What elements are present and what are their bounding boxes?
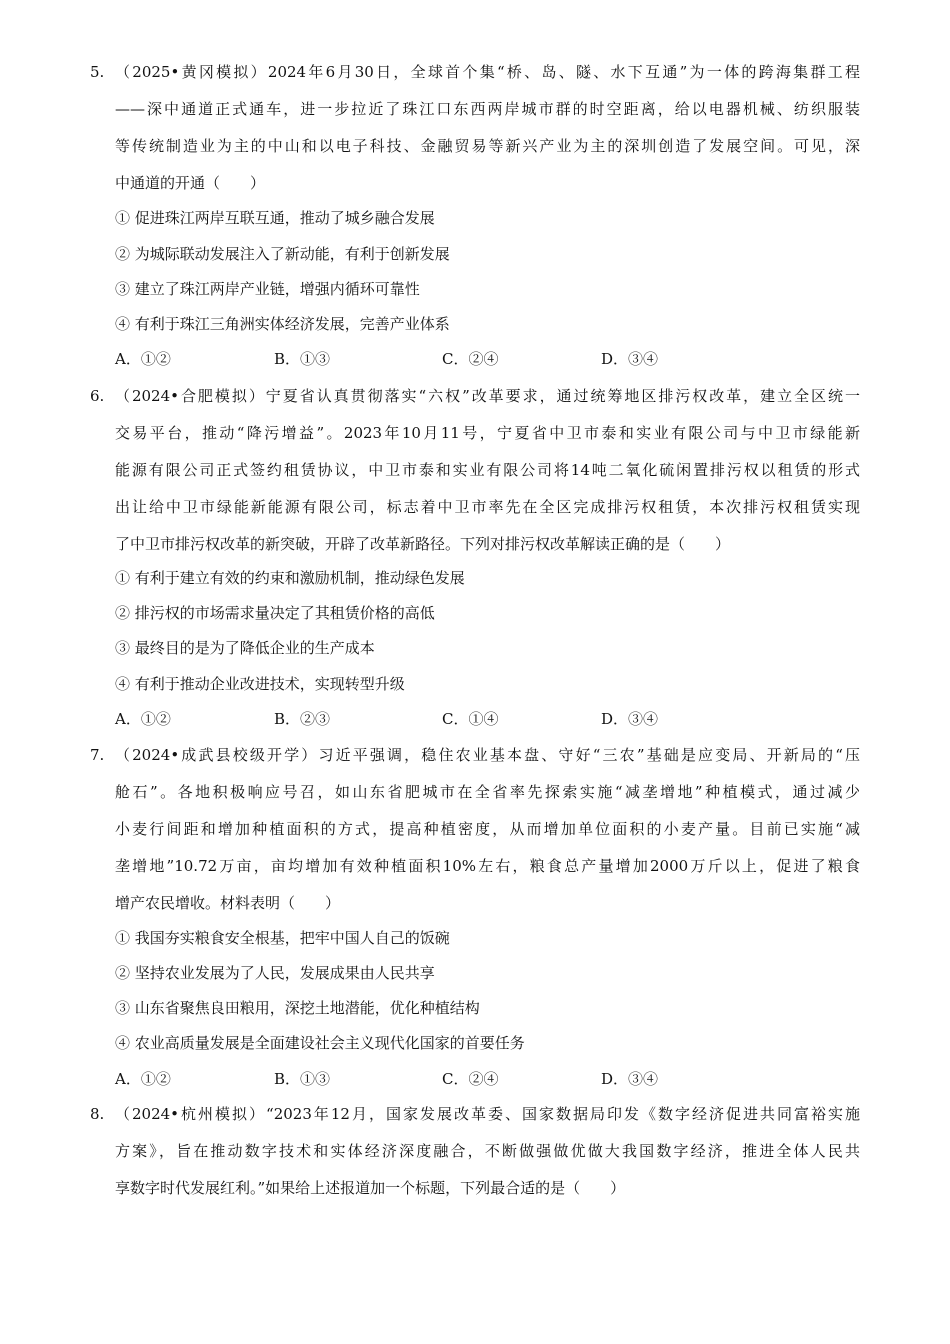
option-b[interactable]: B．①③ — [274, 1070, 331, 1088]
option-d[interactable]: D．③④ — [601, 710, 659, 728]
question-text-line: 享数字时代发展红利。”如果给上述报道加一个标题，下列最合适的是（ ） — [115, 1179, 626, 1197]
question-text-line: （2024•合肥模拟）宁夏省认真贯彻落实“六权”改革要求，通过统筹地区排污权改革，建立全区统一 — [115, 387, 860, 405]
question-text-line: 交易平台，推动“降污增益”。2023年10月11号，宁夏省中卫市泰和实业有限公司与中卫市绿能新 — [115, 424, 860, 442]
question-text-line: 垄增地”10.72万亩，亩均增加有效种植面积10%左右，粮食总产量增加2000万斤以上，促进了粮食 — [115, 857, 860, 875]
question-text-line: 中通道的开通（ ） — [115, 174, 266, 192]
option-c[interactable]: C．②④ — [442, 350, 499, 368]
question-text-line: 方案》，旨在推动数字技术和实体经济深度融合，不断做强做优做大我国数字经济，推进全体人民共 — [115, 1142, 860, 1160]
statement: ④ 有利于推动企业改进技术，实现转型升级 — [115, 675, 405, 693]
question-number: 5. — [90, 63, 105, 81]
question-text-line: 增产农民增收。材料表明（ ） — [115, 894, 341, 912]
option-d[interactable]: D．③④ — [601, 1070, 659, 1088]
question-number: 7. — [90, 746, 105, 764]
question-number: 6. — [90, 387, 105, 405]
option-a[interactable]: A．①② — [115, 350, 171, 368]
question-text-line: （2024•杭州模拟）“2023年12月，国家发展改革委、国家数据局印发《数字经济促进共同富裕实施 — [115, 1105, 860, 1123]
question-text-line: 出让给中卫市绿能新能源有限公司，标志着中卫市率先在全区完成排污权租赁，本次排污权租赁实现 — [115, 498, 860, 516]
statement: ② 坚持农业发展为了人民，发展成果由人民共享 — [115, 964, 435, 982]
question-text-line: （2024•成武县校级开学）习近平强调，稳住农业基本盘、守好“三农”基础是应变局、开新局的“压 — [115, 746, 860, 764]
statement: ① 有利于建立有效的约束和激励机制，推动绿色发展 — [115, 569, 465, 587]
option-c[interactable]: C．①④ — [442, 710, 499, 728]
statement: ④ 有利于珠江三角洲实体经济发展，完善产业体系 — [115, 315, 450, 333]
option-d[interactable]: D．③④ — [601, 350, 659, 368]
statement: ④ 农业高质量发展是全面建设社会主义现代化国家的首要任务 — [115, 1034, 525, 1052]
question-text-line: 小麦行间距和增加种植面积的方式，提高种植密度，从而增加单位面积的小麦产量。目前已实施“减 — [115, 820, 860, 838]
statement: ① 促进珠江两岸互联互通，推动了城乡融合发展 — [115, 209, 435, 227]
option-a[interactable]: A．①② — [115, 1070, 171, 1088]
option-c[interactable]: C．②④ — [442, 1070, 499, 1088]
question-number: 8. — [90, 1105, 105, 1123]
statement: ② 排污权的市场需求量决定了其租赁价格的高低 — [115, 604, 435, 622]
question-text-line: 舱石”。各地积极响应号召，如山东省肥城市在全省率先探索实施“减垄增地”种植模式，通过减少 — [115, 783, 860, 801]
statement: ③ 山东省聚焦良田粮用，深挖土地潜能，优化种植结构 — [115, 999, 480, 1017]
question-text-line: （2025•黄冈模拟）2024年6月30日，全球首个集“桥、岛、隧、水下互通”为一体的跨海集群工程 — [115, 63, 860, 81]
question-text-line: 能源有限公司正式签约租赁协议，中卫市泰和实业有限公司将14吨二氧化硫闲置排污权以租赁的形式 — [115, 461, 860, 479]
statement: ② 为城际联动发展注入了新动能，有利于创新发展 — [115, 245, 450, 263]
question-text-line: 等传统制造业为主的中山和以电子科技、金融贸易等新兴产业为主的深圳创造了发展空间。可见，深 — [115, 137, 860, 155]
statement: ① 我国夯实粮食安全根基，把牢中国人自己的饭碗 — [115, 929, 450, 947]
option-a[interactable]: A．①② — [115, 710, 171, 728]
statement: ③ 建立了珠江两岸产业链，增强内循环可靠性 — [115, 280, 420, 298]
statement: ③ 最终目的是为了降低企业的生产成本 — [115, 639, 375, 657]
question-text-line: ——深中通道正式通车，进一步拉近了珠江口东西两岸城市群的时空距离，给以电器机械、纺织服装 — [115, 100, 860, 118]
option-b[interactable]: B．②③ — [274, 710, 331, 728]
option-b[interactable]: B．①③ — [274, 350, 331, 368]
question-text-line: 了中卫市排污权改革的新突破，开辟了改革新路径。下列对排污权改革解读正确的是（ ） — [115, 535, 731, 553]
